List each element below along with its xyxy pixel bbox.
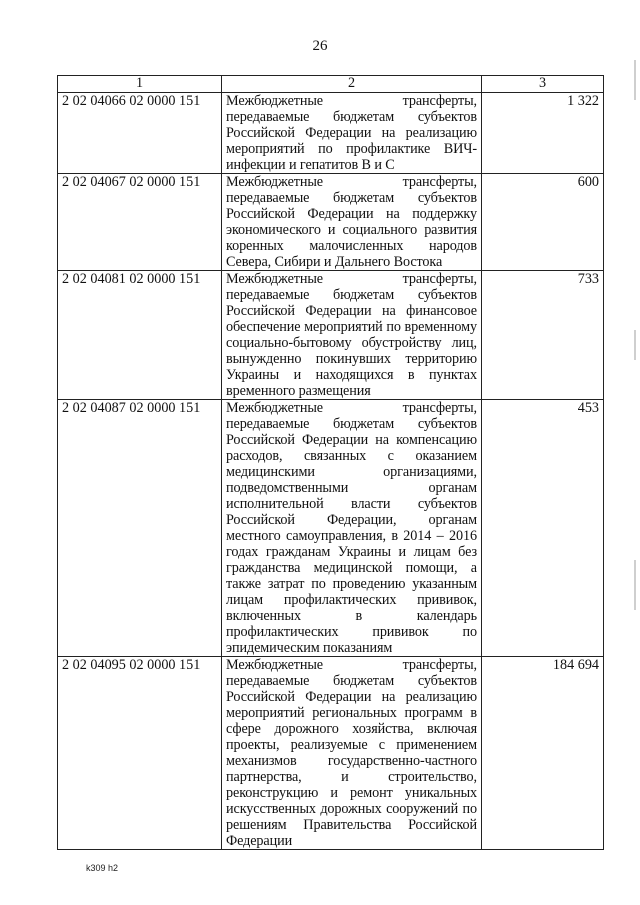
transfer-description: Межбюджетные трансферты, передаваемые бюджетам субъектов Российской Федерации на реализацию мероприятий по профилактике ВИЧ-инфекции и гепатитов В и С (222, 93, 482, 174)
page-number: 26 (312, 38, 328, 54)
budget-code: 2 02 04095 02 0000 151 (58, 657, 222, 850)
footer-document-code: k309 h2 (86, 863, 119, 873)
budget-table (57, 75, 604, 850)
transfer-description: Межбюджетные трансферты, передаваемые бюджетам субъектов Российской Федерации на реализацию мероприятий региональных программ в сфере дорожного хозяйства, включая проекты, реализуемые с применением механизмов государственно-частного партнерства, и строительство, реконструкцию и ремонт уникальных искусственных дорожных сооружений по решениям Правительства Российской Федерации (222, 657, 482, 850)
scan-edge-artifact (634, 560, 636, 610)
column-header-amount: 3 (482, 76, 604, 93)
transfer-description: Межбюджетные трансферты, передаваемые бюджетам субъектов Российской Федерации на поддержку экономического и социального развития коренных малочисленных народов Севера, Сибири и Дальнего Востока (222, 174, 482, 271)
column-header-code: 1 (58, 76, 222, 93)
table-row (58, 93, 604, 174)
transfer-amount: 1 322 (482, 93, 604, 174)
table-row (58, 174, 604, 271)
table-row (58, 657, 604, 850)
column-header-description: 2 (222, 76, 482, 93)
scan-edge-artifact (634, 330, 636, 360)
table-header-row (58, 76, 604, 93)
budget-code: 2 02 04067 02 0000 151 (58, 174, 222, 271)
budget-code: 2 02 04066 02 0000 151 (58, 93, 222, 174)
transfer-amount: 453 (482, 400, 604, 657)
scan-edge-artifact (634, 60, 636, 100)
transfer-amount: 600 (482, 174, 604, 271)
transfer-amount: 733 (482, 271, 604, 400)
budget-code: 2 02 04087 02 0000 151 (58, 400, 222, 657)
transfer-description: Межбюджетные трансферты, передаваемые бюджетам субъектов Российской Федерации на финансовое обеспечение мероприятий по временному социально-бытовому обустройству лиц, вынужденно покинувших территорию Украины и находящихся в пунктах временного размещения (222, 271, 482, 400)
table-row (58, 400, 604, 657)
table-row (58, 271, 604, 400)
transfer-description: Межбюджетные трансферты, передаваемые бюджетам субъектов Российской Федерации на компенсацию расходов, связанных с оказанием медицинскими организациями, подведомственными органам исполнительной власти субъектов Российской Федерации, органам местного самоуправления, в 2014 – 2016 годах гражданам Украины и лицам без гражданства медицинской помощи, а также затрат по проведению указанным лицам профилактических прививок, включенных в календарь профилактических прививок по эпидемическим показаниям (222, 400, 482, 657)
budget-code: 2 02 04081 02 0000 151 (58, 271, 222, 400)
transfer-amount: 184 694 (482, 657, 604, 850)
